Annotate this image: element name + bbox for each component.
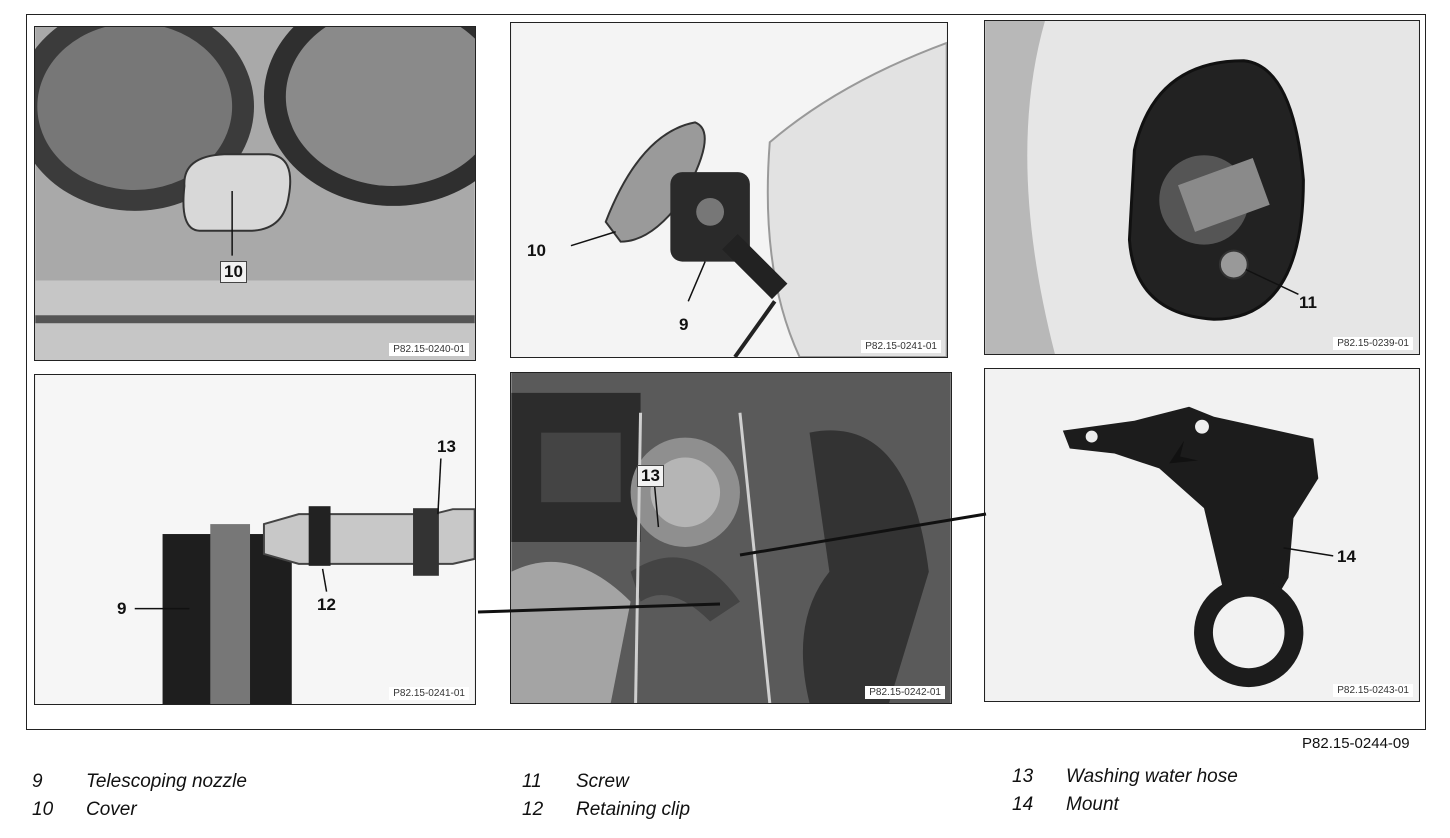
callout-label: 10: [527, 241, 546, 260]
photo-reference-code: P82.15-0243-01: [1333, 684, 1413, 697]
photo-mount-bracket: [985, 369, 1419, 701]
legend-label: Screw: [576, 771, 629, 792]
legend-number: 13: [1012, 766, 1034, 787]
photo-cover-opening: [985, 21, 1419, 354]
photo-reference-code: P82.15-0242-01: [865, 686, 945, 699]
photo-reference-code: P82.15-0239-01: [1333, 337, 1413, 350]
photo-panel-engine-bay: [510, 372, 952, 704]
legend-number: 14: [1012, 794, 1034, 815]
legend-label: Mount: [1066, 794, 1119, 815]
legend-column-1: [32, 768, 247, 824]
photo-reference-code: P82.15-0241-01: [389, 687, 469, 700]
callout-label: 13: [637, 465, 664, 487]
legend-item: [522, 768, 690, 796]
legend-column-3: [1012, 763, 1238, 819]
photo-panel-cover-location: [34, 26, 476, 361]
legend-label: Cover: [86, 799, 137, 820]
callout-label: 10: [220, 261, 247, 283]
callout-label: 12: [317, 595, 336, 614]
photo-nozzle-in-hand: [511, 23, 947, 357]
callout-label: 14: [1337, 547, 1356, 566]
photo-reference-code: P82.15-0241-01: [861, 340, 941, 353]
photo-engine-compartment: [511, 373, 951, 703]
figure-reference-code: P82.15-0244-09: [1302, 735, 1410, 752]
callout-label: 9: [117, 599, 127, 618]
photo-panel-hose-clip: [34, 374, 476, 705]
photo-headlamp-cover: [35, 27, 475, 360]
legend-number: 9: [32, 771, 43, 792]
legend-label: Retaining clip: [576, 799, 691, 820]
photo-panel-screw: [984, 20, 1420, 355]
callout-label: 11: [1299, 293, 1317, 312]
photo-reference-code: P82.15-0240-01: [389, 343, 469, 356]
legend-label: Telescoping nozzle: [86, 771, 247, 792]
legend-number: 12: [522, 799, 544, 820]
legend-number: 11: [522, 771, 542, 792]
legend-label: Washing water hose: [1066, 766, 1238, 787]
legend-item: [522, 796, 690, 824]
legend-item: [1012, 763, 1238, 791]
callout-label: 13: [437, 437, 456, 456]
photo-panel-nozzle-cover: [510, 22, 948, 358]
legend-number: 10: [32, 799, 54, 820]
photo-panel-mount: [984, 368, 1420, 702]
legend-item: [1012, 791, 1238, 819]
legend-column-2: [522, 768, 690, 824]
legend-item: [32, 796, 247, 824]
photo-nozzle-hose: [35, 375, 475, 704]
legend-item: [32, 768, 247, 796]
callout-label: 9: [679, 315, 689, 334]
